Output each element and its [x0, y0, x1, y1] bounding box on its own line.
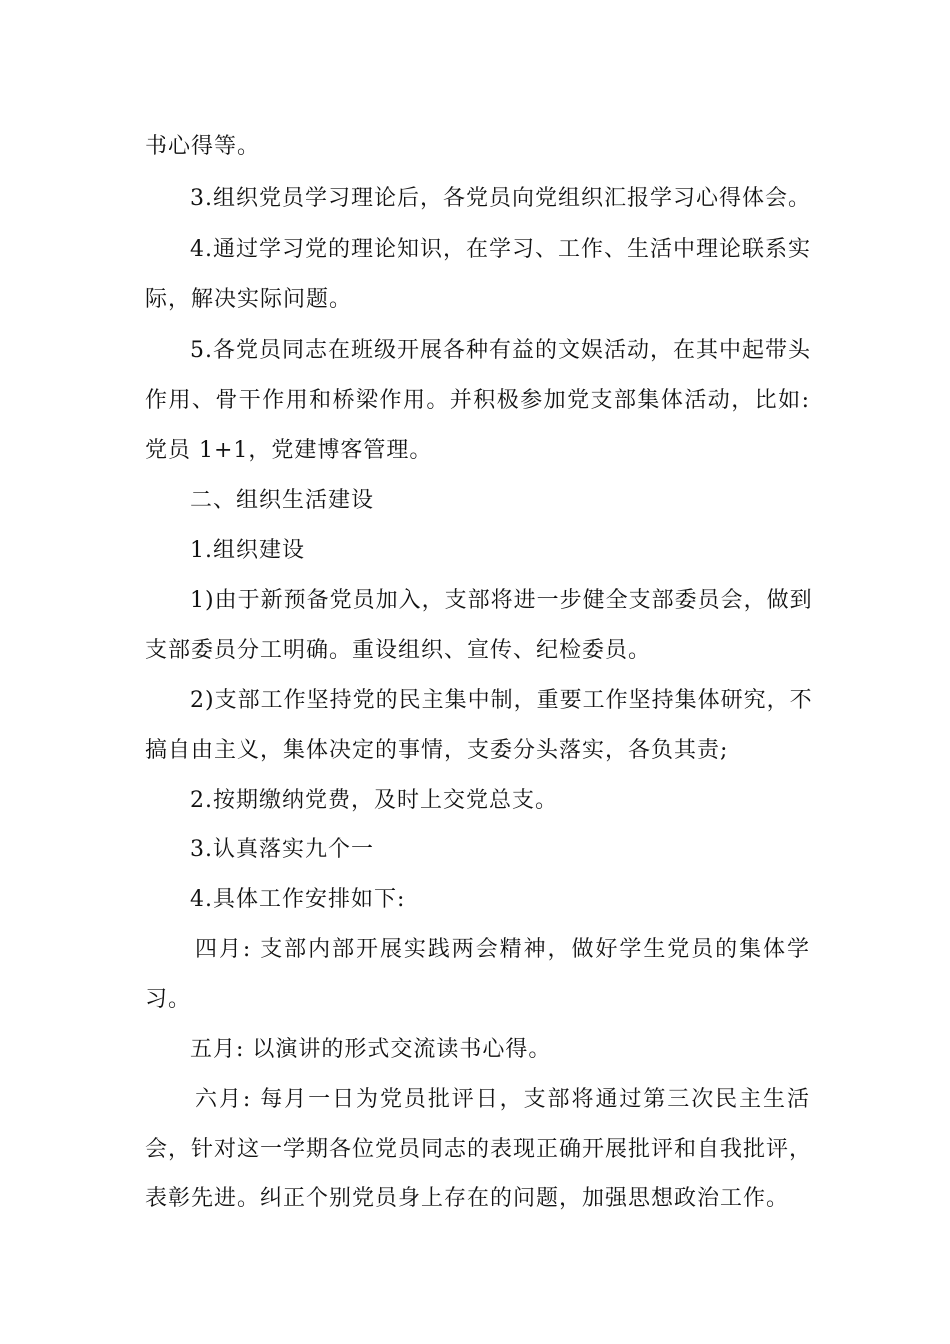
section-heading: 二、组织生活建设	[190, 488, 375, 513]
text-line: 表彰先进。纠正个别党员身上存在的问题，加强思想政治工作。	[145, 1186, 790, 1211]
text-line: 2.按期缴纳党费，及时上交党总支。	[190, 788, 558, 813]
text-line: 搞自由主义，集体决定的事情，支委分头落实，各负其责;	[145, 738, 729, 763]
text-line: 2)支部工作坚持党的民主集中制，重要工作坚持集体研究，不	[190, 688, 813, 713]
text-line: 4.通过学习党的理论知识，在学习、工作、生活中理论联系实	[190, 237, 811, 262]
subsection-heading: 1.组织建设	[190, 538, 305, 563]
text-line: 1)由于新预备党员加入，支部将进一步健全支部委员会，做到	[190, 588, 813, 613]
text-line: 3.组织党员学习理论后，各党员向党组织汇报学习心得体会。	[190, 186, 811, 211]
text-line: 作用、骨干作用和桥梁作用。并积极参加党支部集体活动，比如:	[145, 388, 810, 413]
text-line: 习。	[145, 987, 192, 1012]
text-line: 际，解决实际问题。	[145, 287, 353, 312]
text-line: 支部委员分工明确。重设组织、宣传、纪检委员。	[145, 638, 652, 663]
text-line: 党员 1+1，党建博客管理。	[145, 438, 433, 463]
text-line: 会，针对这一学期各位党员同志的表现正确开展批评和自我批评，	[145, 1137, 813, 1162]
text-line: 四月: 支部内部开展实践两会精神，做好学生党员的集体学	[195, 937, 810, 962]
text-line: 书心得等。	[145, 134, 261, 159]
text-line: 3.认真落实九个一	[190, 837, 374, 862]
text-line: 六月: 每月一日为党员批评日，支部将通过第三次民主生活	[195, 1087, 810, 1112]
text-line: 5.各党员同志在班级开展各种有益的文娱活动，在其中起带头	[190, 338, 811, 363]
text-line: 五月: 以演讲的形式交流读书心得。	[190, 1037, 552, 1062]
text-line: 4.具体工作安排如下:	[190, 887, 406, 912]
